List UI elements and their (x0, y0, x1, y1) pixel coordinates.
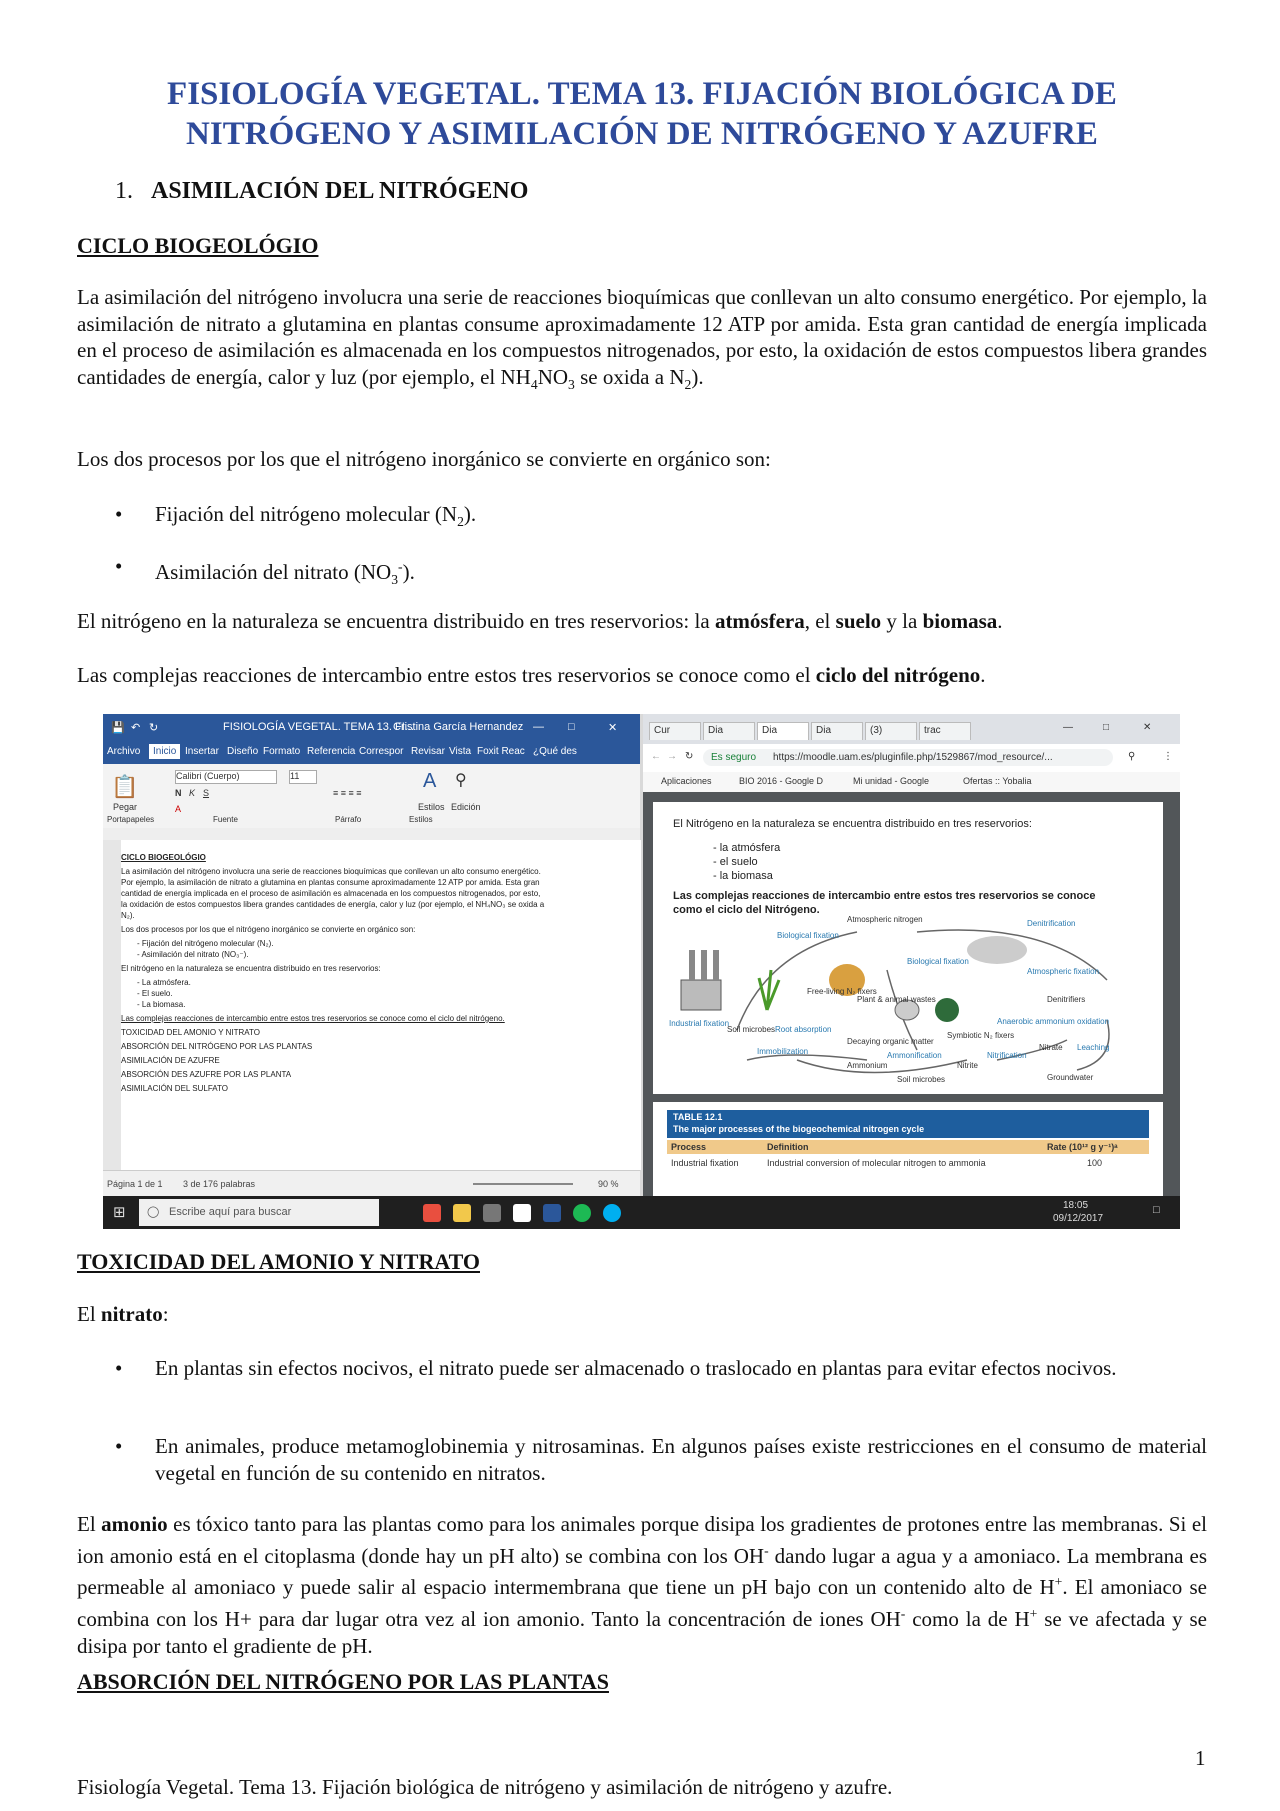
table-cell: Industrial fixation (671, 1158, 739, 1168)
paragraph-amonio: El amonio es tóxico tanto para las plantas como para los animales porque disipa los gradientes de protones entre las membranas. Si el ion amonio está en el citoplasma (donde hay un pH alto) se combina con los OH- dando lugar a agua y a amoniaco. La membrana es permeable al amoniaco y puede salir al espacio intermembrana que tiene un pH bajo con un contenido alto de H+. El amoniaco se combina con los H+ para dar lugar otra vez al ion amonio. Tanto la concentración de iones OH- como la de H+ se ve afectada y se disipa por tanto el gradiente de pH. (77, 1512, 1208, 1658)
tab-inicio[interactable]: Inicio (149, 744, 180, 759)
tab-correspondencia[interactable]: Correspor (359, 746, 404, 757)
label-soilmic: Soil microbes (897, 1075, 946, 1084)
pdf-text: Las complejas reacciones de intercambio entre estos tres reservorios se conoce (673, 890, 1096, 902)
font-name-select[interactable]: Calibri (Cuerpo) (175, 770, 277, 784)
word-page (121, 840, 641, 1170)
label-ammonif: Ammonification (887, 1051, 942, 1060)
minimize-icon[interactable]: — (533, 721, 544, 733)
table-cell: 100 (1087, 1158, 1103, 1168)
factory-icon (681, 950, 721, 1010)
title-line-2: NITRÓGENO Y ASIMILACIÓN DE NITRÓGENO Y AZUFRE (186, 116, 1098, 152)
word-ribbon (103, 764, 640, 829)
address-bar (643, 744, 1180, 773)
underline-button[interactable]: S (203, 788, 210, 798)
url-text: https://moodle.uam.es/pluginfile.php/1529867/mod_resource/... (773, 752, 1053, 763)
minimize-icon[interactable]: — (1063, 722, 1073, 733)
zoom-level: 90 % (598, 1179, 619, 1189)
windows-taskbar (103, 1196, 1180, 1229)
menu-icon[interactable]: ⋮ (1163, 751, 1173, 762)
maximize-icon[interactable]: □ (568, 721, 575, 733)
secure-label: Es seguro (711, 752, 757, 763)
doc-line: ASIMILACIÓN DEL SULFATO (121, 1084, 228, 1093)
doc-line: ABSORCIÓN DEL NITRÓGENO POR LAS PLANTAS (121, 1042, 313, 1051)
pdf-list-item: - el suelo (713, 856, 758, 868)
pdf-text: El Nitrógeno en la naturaleza se encuentra distribuido en tres reservorios: (673, 818, 1032, 830)
browser-tab[interactable]: (3) (865, 722, 917, 740)
table-cell: Industrial conversion of molecular nitrogen to ammonia (767, 1158, 986, 1168)
label-atm: Atmospheric nitrogen (847, 915, 923, 924)
doc-line: La asimilación del nitrógeno involucra una serie de reacciones bioquímicas que conllevan un alto consumo energético. (121, 867, 541, 876)
doc-line: CICLO BIOGEOLÓGIO (121, 853, 206, 862)
group-portapapeles: Portapapeles (107, 815, 155, 824)
subheading-ciclo: CICLO BIOGEOLÓGIO (77, 233, 319, 258)
document-title (77, 74, 1207, 154)
document-page: FISIOLOGÍA VEGETAL. TEMA 13. FIJACIÓN BIOLÓGICA DE NITRÓGENO Y ASIMILACIÓN DE NITRÓGENO Y AZUFRE 1. ASIMILACIÓN DEL NITRÓGENO CICLO BIOGEOLÓGIO La asimilación del nitrógeno involucra una serie de reacciones bioquímicas que conllevan un alto consumo energético. Por ejemplo, la asimilación de nitrato a glutamina en plantas consume aproximadamente 12 ATP por amida. Esta gran cantidad de energía implicada en el proceso de asimilación es almacenada en los compuestos nitrogenados, por esto, la oxidación de estos compuestos libera grandes cantidades de energía, calor y luz (por ejemplo, el $NH_4NO_3$ se oxida a $N_2$). Los dos procesos por los que el nitrógeno inorgánico se convierte en orgánico son: • Fijación del nitrógeno molecular $(N_2)$. • Asimilación del nitrato $(NO_3^-)$. El nitrógeno en la naturaleza se encuentra distribuido en tres reservorios: la atmósfera, el suelo y la biomasa. Las complejas reacciones de intercambio entre estos tres reservorios se conoce como el ciclo del nitrógeno. 💾 ↶ ↻ FISIOLOGÍA VEGETAL. TEMA 13. FI... Cristina García Hernandez — □ ✕ Archivo Inicio Insertar Diseño Formato Referencia Correspor Revisar Vista Foxit Reac ¿Qué des 📋 Pegar Calibri (Cuerpo) 11 N K S A ≡ ≡ ≡ ≡ A Estilos ⚲ Edición Portapapeles Fuente Párrafo Estilos CICLO BIOGEOLÓGIO La asimilación del nitrógeno involucra una serie de reacciones bioquímicas que conllevan un alto consumo energético. Por ejemplo, la asimilación de nitrato a glutamina en plantas consume aproximadamente 12 ATP por amida. Esta gran cantidad de energía implicada en el proceso de asimilación es almacenada en los compuestos nitrogenados, por esto, la oxidación de estos compuestos libera grandes cantidades de energía, calor y luz (por ejemplo, el NH₄NO₃ se oxida a N₂). Los dos procesos por los que el nitrógeno inorgánico se convierte en orgánico son: - Fijación del nitrógeno molecular (N₂). - Asimilación del nitrato (NO₃⁻). El nitrógeno en la naturaleza se encuentra distribuido en tres reservorios: - La atmósfera. - El suelo. - La biomasa. Las complejas reacciones de intercambio entre estos tres reservorios se conoce como el ciclo del nitrógeno. TOXICIDAD DEL AMONIO Y NITRATO ABSORCIÓN DEL NITRÓGENO POR LAS PLANTAS ASIMILACIÓN DE AZUFRE ABSORCIÓN DES AZUFRE POR LAS PLANTA ASIMILACIÓN DEL SULFATO Página 1 de 1 3 de 176 palabras 90 % Cur Dia Dia Dia (3) trac — □ ✕ ← → ↻ Es seguro https://moodle.uam.es/pluginfile.php/1529867/mod_resource/... ⚲ ⋮ Aplicaciones BIO 2016 - Google D Mi unidad - Google Ofertas :: Yobalia El Nitrógeno en la naturaleza se encuentra distribuido en tres reservorios: - la atmósfera - el suelo - la biomasa Las complejas reacciones de intercambio entre estos tres reservorios se conoce como el ciclo del Nitrógeno. Atmospheric nitrogen Denitrification Biological fixation Biological fixation Atmospheric fixation Industrial fixation Free-living N₂ fixers Plant & animal wastes Denitrifiers Soil microbes Root absorption Symbiotic N₂ fixers Anaerobic ammonium oxidation Decaying organic matter Immobilization Ammonification Nitrification Nitrate Leaching Ammonium Nitrite Soil microbes Groundwater TABLE 12.1 The major processes of the biogeochemical nitrogen cycle Process Definition Rate (10¹² g y⁻¹)ᵃ Industrial fixation Industrial conversion of molecular nitrogen to ammonia 100 ⊞ ◯ Escribe aquí para buscar 18:05 09/12/2017 □ TOXICIDAD DEL AMONIO Y NITRATO El nitrato: • En plantas sin efectos nocivos, el nitrato puede ser almacenado o traslocado en plantas para evitar efectos nocivos. • En animales, produce metamoglobinemia y nitrosaminas. En algunos países existe restricciones en el consumo de material vegetal en función de su contenido en nitratos. El amonio es tóxico tanto para las plantas como para los animales porque disipa los gradientes de protones entre las membranas. Si el ion amonio está en el citoplasma (donde hay un pH alto) se combina con los OH- dando lugar a agua y a amoniaco. La membrana es permeable al amoniaco y puede salir al espacio intermembrana que tiene un pH bajo con un contenido alto de H+. El amoniaco se combina con los H+ para dar lugar otra vez al ion amonio. Tanto la concentración de iones OH- como la de H+ se ve afectada y se disipa por tanto el gradiente de pH. ABSORCIÓN DEL NITRÓGENO POR LAS PLANTAS 1 Fisiología Vegetal. Tema 13. Fijación biológica de nitrógeno y asimilación de nitrógeno y azufre. (77, 76, 1208, 1799)
bold-button[interactable]: N (175, 788, 182, 798)
page-footer: Fisiología Vegetal. Tema 13. Fijación biológica de nitrógeno y asimilación de nitrógeno y azufre. (77, 1775, 893, 1799)
doc-line: - Asimilación del nitrato (NO₃⁻). (137, 950, 249, 959)
word-icon[interactable] (543, 1204, 561, 1222)
clock-date: 09/12/2017 (1053, 1213, 1104, 1224)
paragraph-asimilacion: La asimilación del nitrógeno involucra una serie de reacciones bioquímicas que conllevan un alto consumo energético. Por ejemplo, la asimilación de nitrato a glutamina en plantas consume aproximadamente 12 ATP por amida. Esta gran cantidad de energía implicada en el proceso de asimilación es almacenada en los compuestos nitrogenados, por esto, la oxidación de estos compuestos libera grandes cantidades de energía, calor y luz (por ejemplo, el $NH_4NO_3$ se oxida a $N_2$). (77, 285, 1207, 392)
mail-icon[interactable] (513, 1204, 531, 1222)
close-icon[interactable]: ✕ (608, 722, 618, 734)
doc-line: El nitrógeno en la naturaleza se encuentra distribuido en tres reservorios: (121, 964, 381, 973)
label-leach: Leaching (1077, 1043, 1110, 1052)
tab-archivo[interactable]: Archivo (107, 746, 141, 757)
browser-tab[interactable]: trac (919, 722, 971, 740)
doc-line: - La atmósfera. (137, 978, 191, 987)
browser-tab[interactable]: Dia (811, 722, 863, 740)
label-root: Root absorption (775, 1025, 832, 1034)
label-denitrifiers: Denitrifiers (1047, 995, 1086, 1004)
forward-icon[interactable]: → (667, 751, 677, 762)
group-fuente: Fuente (213, 815, 238, 824)
cloud-icon (967, 936, 1027, 964)
word-document-area (103, 840, 640, 1170)
bookmark-item[interactable]: BIO 2016 - Google D (739, 776, 824, 786)
browser-tab[interactable]: Cur (649, 722, 701, 740)
reload-icon[interactable]: ↻ (685, 751, 694, 762)
tab-diseno[interactable]: Diseño (227, 746, 259, 757)
clock-time: 18:05 (1063, 1200, 1089, 1211)
subheading-absorcion: ABSORCIÓN DEL NITRÓGENO POR LAS PLANTAS (77, 1669, 609, 1694)
tab-foxit[interactable]: Foxit Reac (477, 746, 525, 757)
font-size-select[interactable]: 11 (289, 770, 317, 784)
section-heading (115, 178, 528, 205)
italic-button[interactable]: K (189, 788, 196, 798)
edit-label[interactable]: Edición (451, 802, 481, 812)
tab-revisar[interactable]: Revisar (411, 746, 445, 757)
label-nitrate: Nitrate (1039, 1043, 1063, 1052)
paste-label[interactable]: Pegar (113, 802, 138, 812)
doc-line: N₂). (121, 911, 135, 920)
browser-tabs (643, 714, 1180, 744)
doc-line: - El suelo. (137, 989, 173, 998)
store-icon[interactable] (483, 1204, 501, 1222)
nitrogen-cycle-diagram (667, 910, 1157, 1090)
chrome-icon[interactable] (423, 1204, 441, 1222)
maximize-icon[interactable]: □ (1103, 722, 1110, 733)
label-nitrite: Nitrite (957, 1061, 978, 1070)
table-row (667, 1156, 1149, 1170)
paragraph-reservorios: El nitrógeno en la naturaleza se encuentra distribuido en tres reservorios: la atmósfera, el suelo y la biomasa. (77, 609, 1003, 633)
label-bio2: Biological fixation (907, 957, 969, 966)
bookmark-item[interactable]: Aplicaciones (661, 776, 712, 786)
label-ground: Groundwater (1047, 1073, 1094, 1082)
doc-line: TOXICIDAD DEL AMONIO Y NITRATO (121, 1028, 260, 1037)
doc-line: - Fijación del nitrógeno molecular (N₂). (137, 939, 274, 948)
label-symb: Symbiotic N₂ fixers (947, 1031, 1015, 1040)
doc-line: Las complejas reacciones de intercambio entre estos tres reservorios se conoce como el ciclo del nitrógeno. (121, 1014, 505, 1023)
url-input[interactable] (703, 749, 1113, 766)
section-number: 1. (115, 178, 133, 204)
page-number: 1 (1195, 1746, 1206, 1770)
doc-line: Por ejemplo, la asimilación de nitrato a glutamina en plantas consume aproximadamente 12 ATP por amida. Esta gran (121, 878, 540, 887)
windows-start-icon[interactable]: ⊞ (113, 1204, 126, 1221)
status-words: 3 de 176 palabras (183, 1179, 256, 1189)
label-bio: Biological fixation (777, 931, 839, 940)
bookmark-item[interactable]: Ofertas :: Yobalia (963, 776, 1032, 786)
skype-icon[interactable] (603, 1204, 621, 1222)
table-column-headers (667, 1140, 1149, 1154)
cortana-icon: ◯ (147, 1206, 160, 1218)
back-icon[interactable]: ← (651, 751, 661, 762)
table-subtitle: The major processes of the biogeochemical nitrogen cycle (673, 1124, 925, 1134)
search-icon[interactable]: ⚲ (1128, 751, 1136, 762)
styles-icon[interactable]: A (423, 770, 437, 792)
doc-line: la oxidación de estos compuestos libera grandes cantidades de energía, calor y luz (por ejemplo, el NH₄NO₃ se oxida a (121, 900, 545, 909)
label-nitrif: Nitrification (987, 1051, 1027, 1060)
column-header: Rate (10¹² g y⁻¹)ᵃ (1047, 1142, 1118, 1152)
pdf-text: como el ciclo del Nitrógeno. (673, 904, 820, 916)
table-header (667, 1110, 1149, 1138)
screenshot-figure (103, 714, 1180, 1229)
label-plant: Plant & animal wastes (857, 995, 936, 1004)
word-user-name: Cristina García Hernandez (393, 721, 524, 733)
table-title: TABLE 12.1 (673, 1112, 723, 1122)
label-denit: Denitrification (1027, 919, 1076, 928)
column-header: Process (671, 1142, 707, 1152)
styles-label[interactable]: Estilos (418, 802, 445, 812)
group-parrafo: Párrafo (335, 815, 362, 824)
word-document-title: FISIOLOGÍA VEGETAL. TEMA 13. FI... (223, 721, 414, 733)
search-placeholder: Escribe aquí para buscar (169, 1206, 292, 1218)
label-ammonium: Ammonium (847, 1061, 888, 1070)
tab-referencias[interactable]: Referencia (307, 746, 356, 757)
plant-icon (759, 970, 779, 1010)
label-soil: Soil microbes (727, 1025, 776, 1034)
tab-vista[interactable]: Vista (449, 746, 472, 757)
doc-line: - La biomasa. (137, 1000, 186, 1009)
doc-line: ABSORCIÓN DES AZUFRE POR LAS PLANTA (121, 1070, 292, 1079)
search-icon[interactable]: ⚲ (455, 772, 467, 789)
group-estilos: Estilos (409, 815, 433, 824)
pdf-viewer (643, 792, 1180, 1196)
label-anaer: Anaerobic ammonium oxidation (997, 1017, 1110, 1026)
redo-icon[interactable]: ↻ (149, 722, 159, 734)
undo-icon[interactable]: ↶ (131, 722, 141, 734)
pdf-page (653, 802, 1163, 1094)
tab-que-desea[interactable]: ¿Qué des (533, 746, 577, 757)
font-color-button[interactable]: A (175, 804, 182, 814)
label-ind: Industrial fixation (669, 1019, 730, 1028)
tab-insertar[interactable]: Insertar (185, 746, 219, 757)
spotify-icon[interactable] (573, 1204, 591, 1222)
word-ribbon-tabs (103, 742, 640, 764)
doc-line: Los dos procesos por los que el nitrógeno inorgánico se convierte en orgánico son: (121, 925, 416, 934)
tree-icon (935, 998, 959, 1022)
section-title: ASIMILACIÓN DEL NITRÓGENO (151, 178, 529, 204)
doc-line: cantidad de energía implicada en el proceso de asimilación es almacenada en los compuestos nitrogenados, por esto, (121, 889, 541, 898)
bookmark-item[interactable]: Mi unidad - Google (853, 776, 930, 786)
label-atmfix: Atmospheric fixation (1027, 967, 1100, 976)
pdf-list-item: - la biomasa (713, 870, 773, 882)
subheading-toxicidad: TOXICIDAD DEL AMONIO Y NITRATO (77, 1249, 480, 1274)
bookmarks-bar (643, 772, 1180, 793)
doc-line: ASIMILACIÓN DE AZUFRE (121, 1056, 220, 1065)
zoom-slider[interactable] (473, 1183, 573, 1185)
status-page: Página 1 de 1 (107, 1179, 163, 1189)
chrome-window (643, 714, 1180, 1196)
browser-tab-active[interactable]: Dia (757, 722, 809, 740)
word-statusbar (103, 1170, 640, 1197)
paragraph-nitrato-intro: El nitrato: (77, 1302, 169, 1326)
paragraph-ciclo: Las complejas reacciones de intercambio entre estos tres reservorios se conoce como el ciclo del nitrógeno. (77, 663, 986, 687)
word-titlebar (103, 714, 640, 742)
paste-icon[interactable]: 📋 (111, 774, 139, 799)
taskbar-search-input[interactable] (139, 1199, 379, 1226)
word-window (103, 714, 640, 1196)
pdf-table (653, 1102, 1163, 1196)
paragraph-align-icons[interactable]: ≡ ≡ ≡ ≡ (333, 788, 362, 798)
browser-tab[interactable]: Dia (703, 722, 755, 740)
label-decay: Decaying organic matter (847, 1037, 934, 1046)
notification-icon[interactable]: □ (1153, 1204, 1160, 1216)
column-header: Definition (767, 1142, 809, 1152)
close-icon[interactable]: ✕ (1143, 722, 1152, 733)
paragraph-procesos: Los dos procesos por los que el nitrógeno inorgánico se convierte en orgánico son: (77, 447, 771, 471)
title-line-1: FISIOLOGÍA VEGETAL. TEMA 13. FIJACIÓN BIOLÓGICA DE (167, 76, 1117, 112)
label-freeliving: Free-living N₂ fixers (807, 987, 877, 996)
pdf-list-item: - la atmósfera (713, 842, 781, 854)
save-icon[interactable]: 💾 (111, 722, 125, 734)
folder-icon[interactable] (453, 1204, 471, 1222)
label-immob: Immobilization (757, 1047, 809, 1056)
tab-formato[interactable]: Formato (263, 746, 301, 757)
